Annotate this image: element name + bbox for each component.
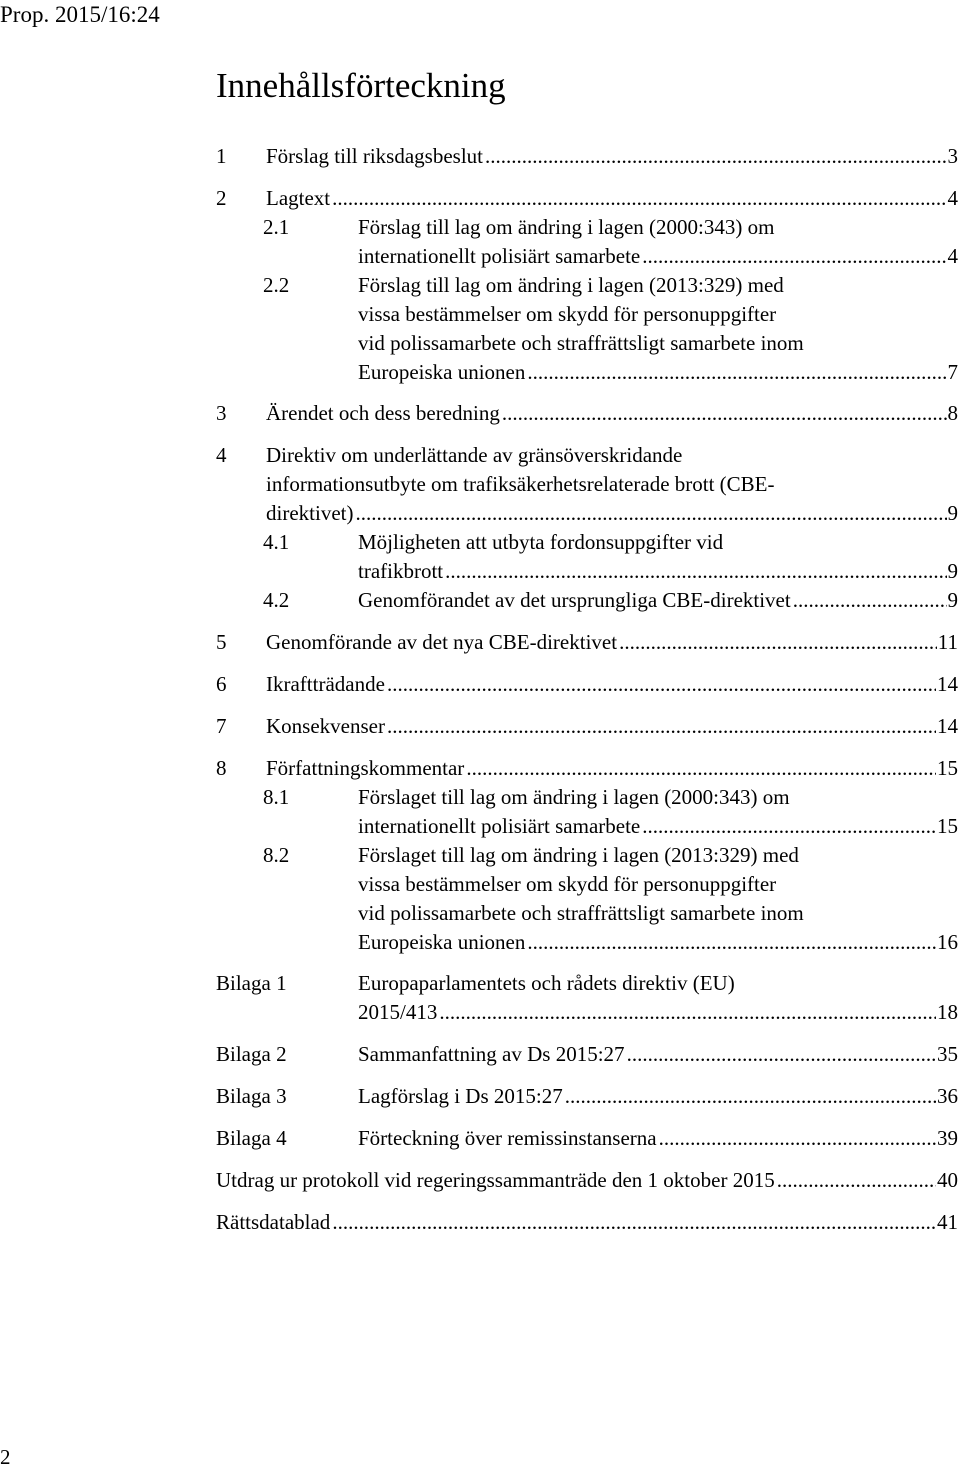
toc-entry-line: Ikraftträdande <box>266 672 385 696</box>
dot-leader <box>355 499 946 528</box>
toc-entry-text <box>358 213 958 271</box>
toc-page-number: 40 <box>937 1168 958 1192</box>
toc-entry-line: Europeiska unionen <box>358 360 526 384</box>
toc-entry-line: Förslag till lag om ändring i lagen (2000:343) om <box>358 215 775 239</box>
toc-entry-line: Ärendet och dess beredning <box>266 401 500 425</box>
toc-entry-text <box>266 184 958 213</box>
dot-leader <box>332 1208 936 1237</box>
toc-entry-text <box>358 841 958 957</box>
toc-entry-number: Bilaga 4 <box>216 1126 287 1150</box>
toc-entry-number: 5 <box>216 630 227 654</box>
toc-entry-line: Förslaget till lag om ändring i lagen (2000:343) om <box>358 785 790 809</box>
toc-entry-number: 4.1 <box>263 530 290 554</box>
toc-page-number: 16 <box>937 930 958 954</box>
toc-entry-line: Lagtext <box>266 186 331 210</box>
toc-page-number: 4 <box>947 244 958 268</box>
toc-page-number: 3 <box>947 144 958 168</box>
page-number: 2 <box>0 1445 11 1469</box>
dot-leader <box>565 1082 936 1111</box>
toc-title: Innehållsförteckning <box>216 66 506 105</box>
toc-page-number: 35 <box>937 1042 958 1066</box>
toc-entry-line: Europaparlamentets och rådets direktiv (EU) <box>358 971 735 995</box>
toc-entry-text <box>358 1082 958 1111</box>
toc-entry-number: 1 <box>216 144 227 168</box>
running-header: Prop. 2015/16:24 <box>0 2 160 27</box>
toc-page-number: 9 <box>947 588 958 612</box>
toc-entry-text <box>266 754 958 783</box>
toc-page-number: 14 <box>937 714 958 738</box>
toc-entry-text <box>358 783 958 841</box>
toc-page-number: 36 <box>937 1084 958 1108</box>
toc-entry-line: internationellt polisiärt samarbete <box>358 814 641 838</box>
toc-entry-line: trafikbrott <box>358 559 444 583</box>
toc-entry-number: 4.2 <box>263 588 290 612</box>
toc-entry-number: 8.1 <box>263 785 290 809</box>
toc-entry-line: Förteckning över remissinstanserna <box>358 1126 657 1150</box>
toc-entry-number: 2 <box>216 186 227 210</box>
toc-page-number: 9 <box>947 501 958 525</box>
toc-entry-text <box>266 712 958 741</box>
toc-entry-number: 2.1 <box>263 215 290 239</box>
toc-entry-text <box>358 586 958 615</box>
toc-entry-text <box>216 1166 958 1195</box>
dot-leader <box>439 998 936 1027</box>
dot-leader <box>793 586 947 615</box>
toc-entry-text <box>266 399 958 428</box>
toc-entry-number: 7 <box>216 714 227 738</box>
toc-entry-text <box>266 441 958 528</box>
toc-entry-line: vissa bestämmelser om skydd för personuppgifter <box>358 302 777 326</box>
toc-page-number: 15 <box>937 814 958 838</box>
toc-entry-line: Sammanfattning av Ds 2015:27 <box>358 1042 625 1066</box>
toc-entry-line: Möjligheten att utbyta fordonsuppgifter vid <box>358 530 724 554</box>
toc-entry-number: 3 <box>216 401 227 425</box>
toc-page-number: 14 <box>937 672 958 696</box>
toc-entry-text <box>358 528 958 586</box>
toc-page-number: 41 <box>937 1210 958 1234</box>
toc-page-number: 11 <box>937 630 958 654</box>
toc-entry-line: Konsekvenser <box>266 714 385 738</box>
dot-leader <box>445 557 946 586</box>
toc-entry-line: vissa bestämmelser om skydd för personuppgifter <box>358 872 777 896</box>
toc-entry-line: vid polissamarbete och straffrättsligt samarbete inom <box>358 901 804 925</box>
toc-entry-text <box>266 670 958 699</box>
toc-entry-line: Europeiska unionen <box>358 930 526 954</box>
toc-entry-line: Direktiv om underlättande av gränsöverskridande <box>266 443 683 467</box>
toc-entry-text <box>266 142 958 171</box>
toc-entry-number: Bilaga 2 <box>216 1042 287 1066</box>
dot-leader <box>627 1040 936 1069</box>
toc-page-number: 4 <box>947 186 958 210</box>
dot-leader <box>387 712 936 741</box>
toc-entry-line: Genomförandet av det ursprungliga CBE-direktivet <box>358 588 791 612</box>
toc-entry-text <box>358 1040 958 1069</box>
toc-page-number: 9 <box>947 559 958 583</box>
toc-entry-line: vid polissamarbete och straffrättsligt samarbete inom <box>358 331 804 355</box>
toc-entry-number: Bilaga 1 <box>216 971 287 995</box>
dot-leader <box>777 1166 936 1195</box>
toc-entry-line: Författningskommentar <box>266 756 465 780</box>
toc-entry-line: Förslag till lag om ändring i lagen (2013:329) med <box>358 273 784 297</box>
dot-leader <box>659 1124 936 1153</box>
toc-entry-number: 8 <box>216 756 227 780</box>
toc-page-number: 18 <box>937 1000 958 1024</box>
toc-entry-number: 4 <box>216 443 227 467</box>
dot-leader <box>642 242 946 271</box>
toc-entry-line: Utdrag ur protokoll vid regeringssammanträde den 1 oktober 2015 <box>216 1168 775 1192</box>
toc-page-number: 7 <box>947 360 958 384</box>
toc-entry-number: 2.2 <box>263 273 290 297</box>
toc-page-number: 39 <box>937 1126 958 1150</box>
dot-leader <box>387 670 936 699</box>
toc-entry-text <box>266 628 958 657</box>
toc-entry-text <box>358 969 958 1027</box>
toc-entry-line: informationsutbyte om trafiksäkerhetsrelaterade brott (CBE- <box>266 472 775 496</box>
dot-leader <box>619 628 937 657</box>
toc-page-number: 8 <box>947 401 958 425</box>
toc-entry-text <box>358 271 958 387</box>
dot-leader <box>502 399 947 428</box>
toc-entry-line: direktivet) <box>266 501 354 525</box>
toc-entry-text <box>216 1208 958 1237</box>
toc-entry-text <box>358 1124 958 1153</box>
toc-entry-number: Bilaga 3 <box>216 1084 287 1108</box>
toc-entry-line: Förslaget till lag om ändring i lagen (2013:329) med <box>358 843 799 867</box>
toc-entry-number: 8.2 <box>263 843 290 867</box>
dot-leader <box>332 184 946 213</box>
dot-leader <box>527 358 946 387</box>
toc-entry-line: Förslag till riksdagsbeslut <box>266 144 483 168</box>
toc-entry-line: Genomförande av det nya CBE-direktivet <box>266 630 618 654</box>
toc-entry-line: internationellt polisiärt samarbete <box>358 244 641 268</box>
toc-entry-line: Rättsdatablad <box>216 1210 331 1234</box>
toc-entry-number: 6 <box>216 672 227 696</box>
dot-leader <box>485 142 947 171</box>
dot-leader <box>642 812 936 841</box>
toc-entry-line: Lagförslag i Ds 2015:27 <box>358 1084 563 1108</box>
toc-page-number: 15 <box>937 756 958 780</box>
dot-leader <box>527 928 936 957</box>
dot-leader <box>466 754 936 783</box>
toc-entry-line: 2015/413 <box>358 1000 438 1024</box>
